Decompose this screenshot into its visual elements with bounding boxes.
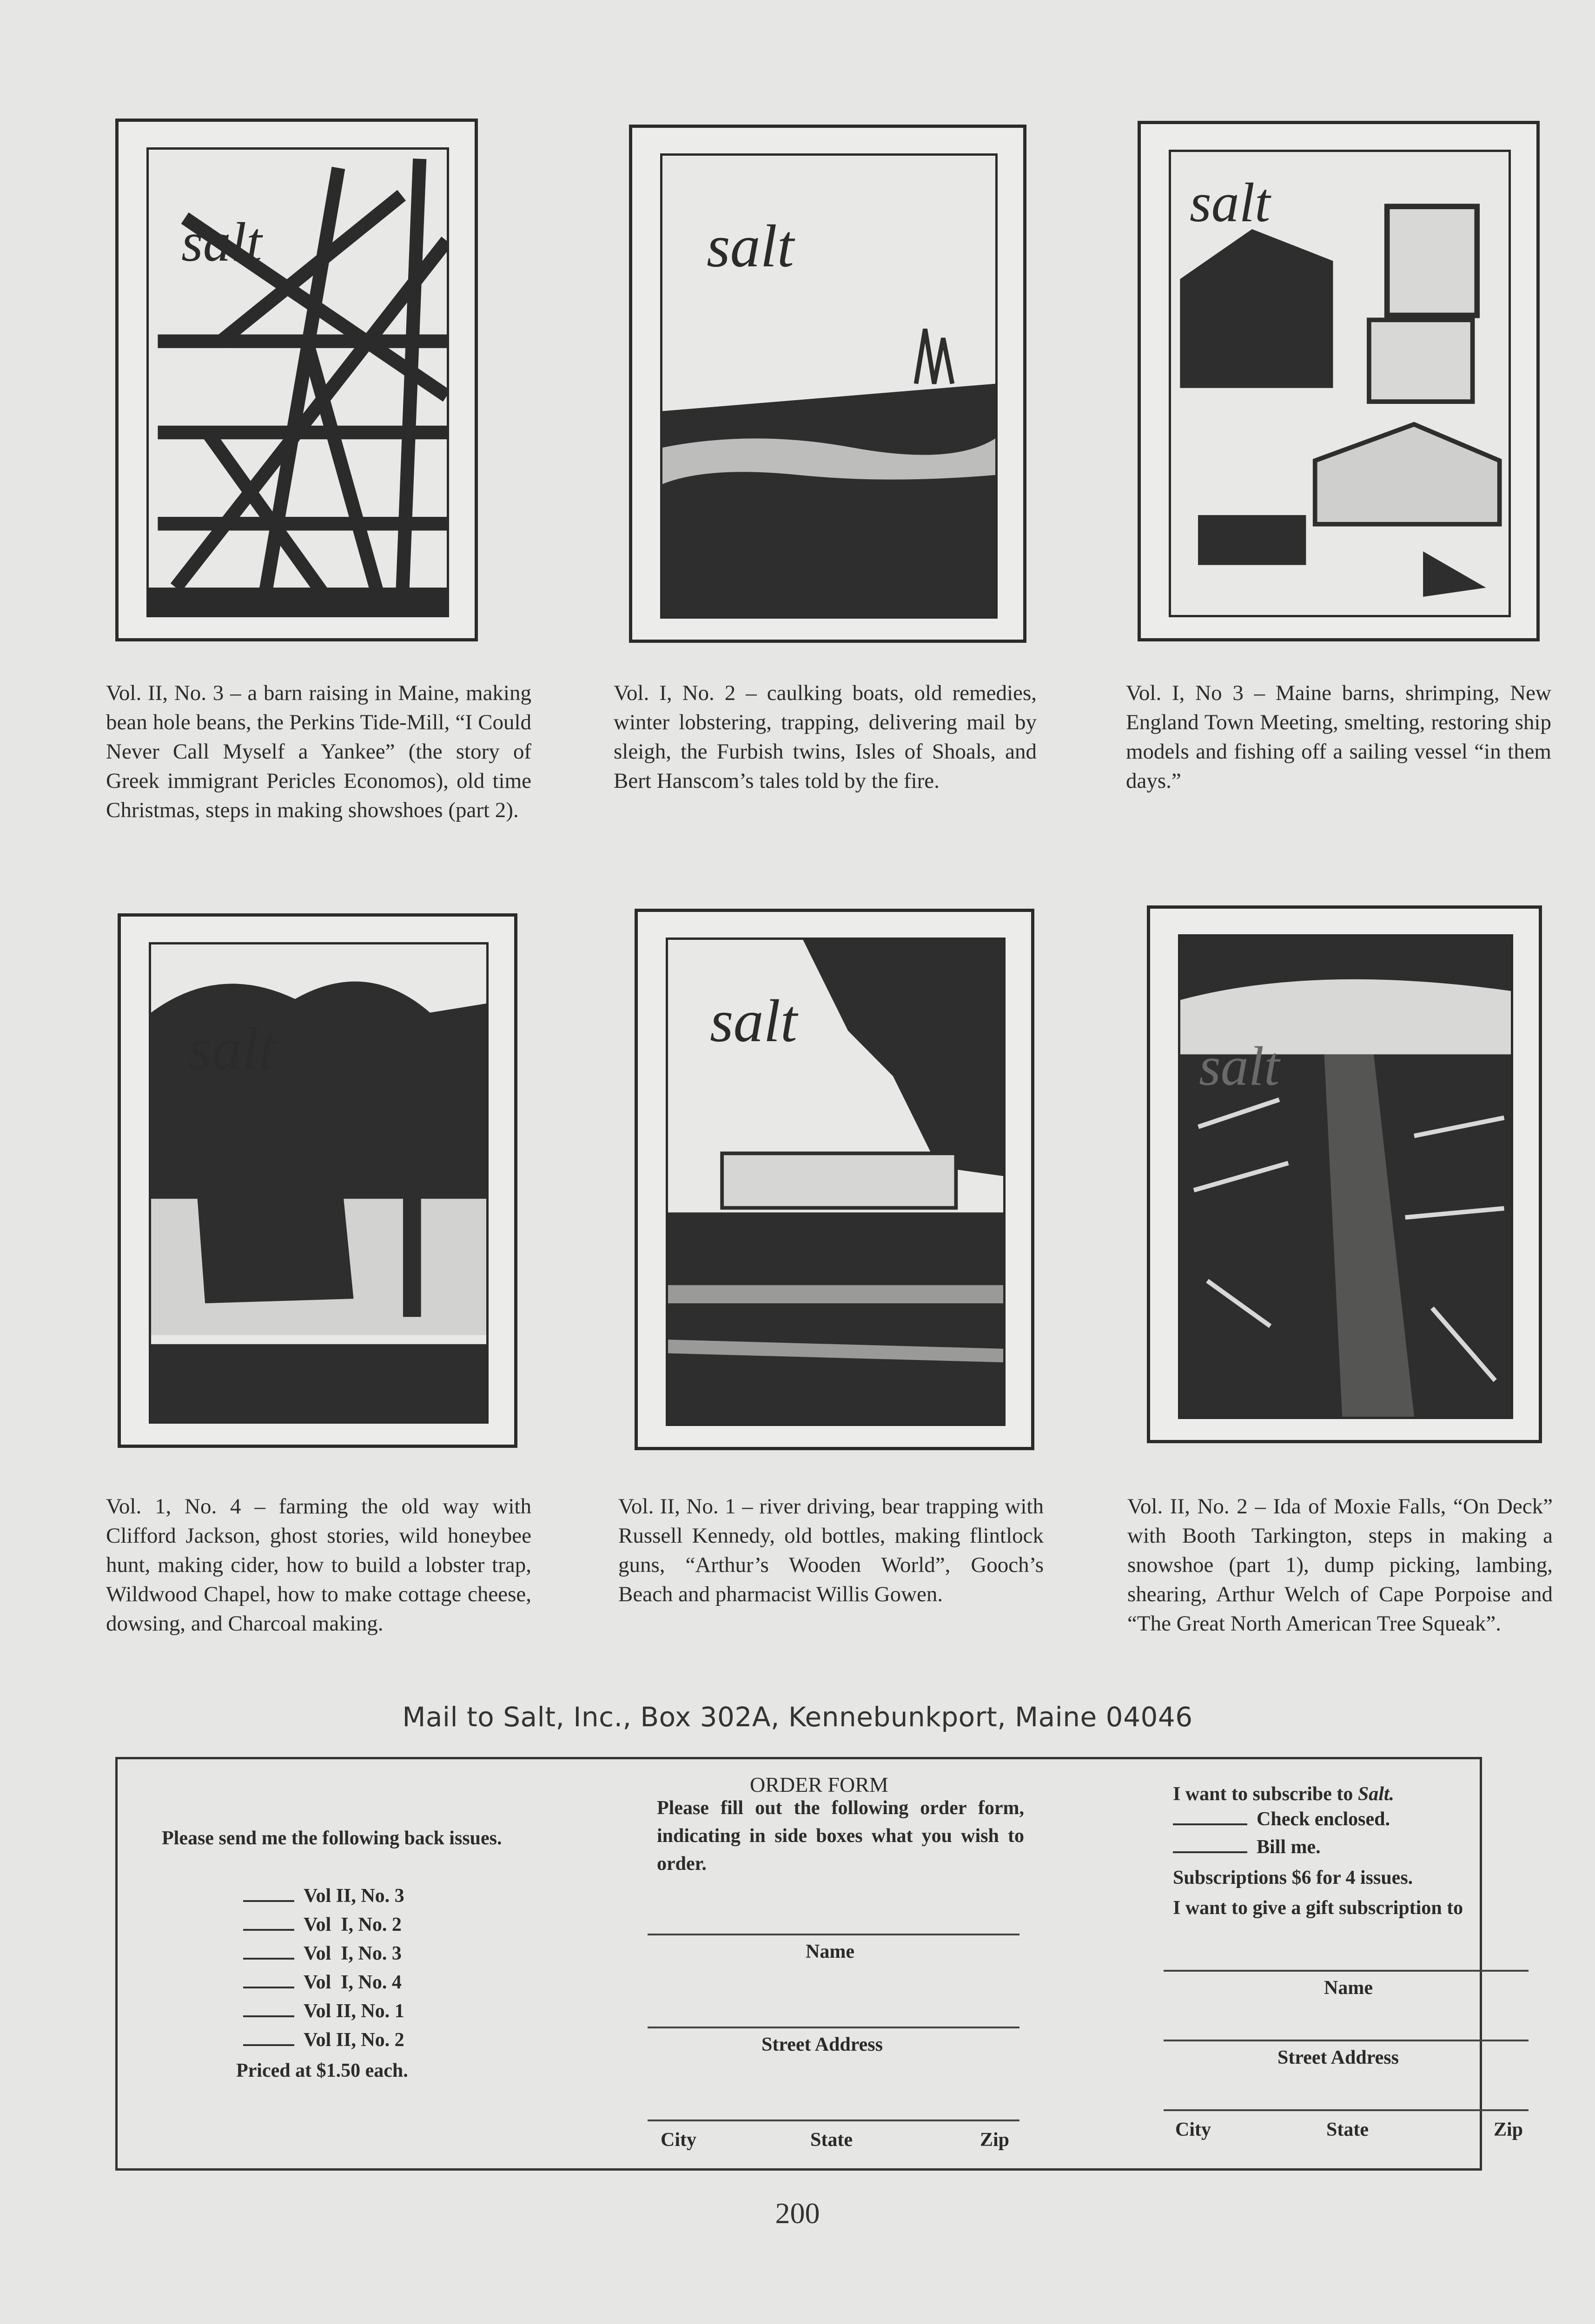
checkbox-blank[interactable] xyxy=(243,2015,294,2017)
cover-photo xyxy=(666,938,1006,1426)
order-form-title: ORDER FORM xyxy=(750,1773,888,1796)
gift-zip-label: Zip xyxy=(1494,2119,1523,2140)
issue-description: Vol. I, No. 2 – caulking boats, old remedies, winter lobstering, trapping, delivering mail by sleigh, the Furbish twins, Isles of Shoals, and Bert Hanscom’s tales told by the fire. xyxy=(614,681,1037,793)
checkbox-blank[interactable] xyxy=(1173,1851,1247,1853)
cover-vol1-no4 xyxy=(118,913,517,1448)
issue-label: Vol II, No. 1 xyxy=(304,2000,404,2022)
cover-photo xyxy=(1178,934,1513,1419)
issue-label: Vol I, No. 4 xyxy=(304,1972,402,1993)
name-label: Name xyxy=(806,1941,854,1962)
cover-photo xyxy=(146,147,449,617)
street-field-line[interactable] xyxy=(648,2027,1019,2028)
cover-vol1-no2 xyxy=(629,125,1026,643)
order-form-box xyxy=(115,1757,1523,2171)
back-issues-intro: Please send me the following back issues. xyxy=(162,1828,502,1849)
subscription-price: Subscriptions $6 for 4 issues. xyxy=(1173,1867,1413,1888)
checkbox-blank[interactable] xyxy=(243,1958,294,1960)
gift-city-label: City xyxy=(1175,2119,1211,2140)
street-address-label: Street Address xyxy=(761,2034,883,2055)
order-form-instructions: Please fill out the following order form, indicating in side boxes what you wish to order. xyxy=(657,1797,1024,1875)
back-issue-option[interactable] xyxy=(243,2029,404,2051)
checkbox-blank[interactable] xyxy=(243,1987,294,1988)
issue-label: Vol II, No. 2 xyxy=(304,2029,404,2051)
subscribe-text: I want to subscribe to xyxy=(1173,1783,1358,1805)
cover-title: salt xyxy=(181,211,262,273)
bill-me-label: Bill me. xyxy=(1257,1836,1321,1858)
back-issue-option[interactable] xyxy=(243,1914,402,1936)
gift-street-field-line[interactable] xyxy=(1164,2040,1529,2041)
back-issue-option[interactable] xyxy=(243,1942,402,1965)
checkbox-blank[interactable] xyxy=(243,2044,294,2046)
rowboats-dock-illustration xyxy=(1180,937,1511,1417)
zip-label: Zip xyxy=(980,2129,1010,2151)
gift-subscription-text: I want to give a gift subscription to xyxy=(1173,1897,1463,1919)
cover-vol1-no3 xyxy=(1138,121,1540,641)
back-issue-option[interactable] xyxy=(243,2000,404,2022)
issue-description: Vol. I, No 3 – Maine barns, shrimping, New England Town Meeting, smelting, restoring ship models and fishing off a sailing vessel “in them days.” xyxy=(1126,681,1551,793)
checkbox-blank[interactable] xyxy=(1173,1823,1247,1825)
back-issues-price: Priced at $1.50 each. xyxy=(236,2060,408,2081)
gift-name-label: Name xyxy=(1324,1977,1373,1999)
back-issue-option[interactable] xyxy=(243,1971,402,1994)
check-enclosed-label: Check enclosed. xyxy=(1257,1809,1390,1830)
subscribe-line xyxy=(1173,1780,1394,1808)
cover-vol2-no1 xyxy=(635,909,1034,1450)
issue-description: Vol. 1, No. 4 – farming the old way with Clifford Jackson, ghost stories, wild honeybee hunt, making cider, how to build a lobster trap, Wildwood Chapel, how to make cottage cheese, dowsing, and Charcoal making. xyxy=(106,1494,531,1636)
back-issue-option[interactable] xyxy=(243,1885,404,1907)
city-label: City xyxy=(661,2129,696,2151)
cover-vol2-no2 xyxy=(1147,905,1542,1443)
issue-label: Vol II, No. 3 xyxy=(304,1885,404,1907)
cover-photo xyxy=(660,153,998,619)
bill-me-option[interactable] xyxy=(1173,1836,1321,1858)
issue-description: Vol. II, No. 1 – river driving, bear trapping with Russell Kennedy, old bottles, making flintlock guns, “Arthur’s Wooden World”, Gooch’s Beach and pharmacist Willis Gowen. xyxy=(618,1494,1044,1606)
check-enclosed-option[interactable] xyxy=(1173,1808,1390,1830)
gift-name-field-line[interactable] xyxy=(1164,1970,1529,1972)
cover-title: salt xyxy=(707,213,794,280)
mailing-address: Mail to Salt, Inc., Box 302A, Kennebunkport, Maine 04046 xyxy=(402,1701,1193,1733)
issue-description: Vol. II, No. 2 – Ida of Moxie Falls, “On Deck” with Booth Tarkington, steps in making a snowshoe (part 1), dump picking, lambing, shearing, Arthur Welch of Cape Porpoise and “The Great North American Tree Squeak”. xyxy=(1127,1494,1553,1636)
state-label: State xyxy=(810,2129,853,2151)
magazine-title: Salt. xyxy=(1357,1783,1395,1805)
gift-state-label: State xyxy=(1326,2119,1369,2140)
cover-photo xyxy=(149,942,489,1424)
checkbox-blank[interactable] xyxy=(243,1900,294,1902)
gift-city-state-zip-line[interactable] xyxy=(1164,2109,1529,2111)
cover-title: salt xyxy=(188,1016,276,1083)
name-field-line[interactable] xyxy=(648,1934,1019,1935)
cover-title: salt xyxy=(710,988,797,1055)
cover-photo xyxy=(1169,150,1511,617)
cover-title: salt xyxy=(1190,172,1271,233)
city-state-zip-line[interactable] xyxy=(648,2119,1019,2121)
cover-title: salt xyxy=(1199,1035,1280,1097)
cover-vol2-no3 xyxy=(115,119,478,641)
issue-label: Vol I, No. 2 xyxy=(304,1914,402,1935)
issue-description: Vol. II, No. 3 – a barn raising in Maine, making bean hole beans, the Perkins Tide-Mill, “I Could Never Call Myself a Yankee” (the story of Greek immigrant Pericles Economos), old time Christmas, steps in making showshoes (part 2). xyxy=(106,681,531,822)
checkbox-blank[interactable] xyxy=(243,1929,294,1931)
page-number: 200 xyxy=(775,2197,820,2230)
issue-label: Vol I, No. 3 xyxy=(304,1943,402,1964)
gift-street-address-label: Street Address xyxy=(1277,2047,1399,2068)
